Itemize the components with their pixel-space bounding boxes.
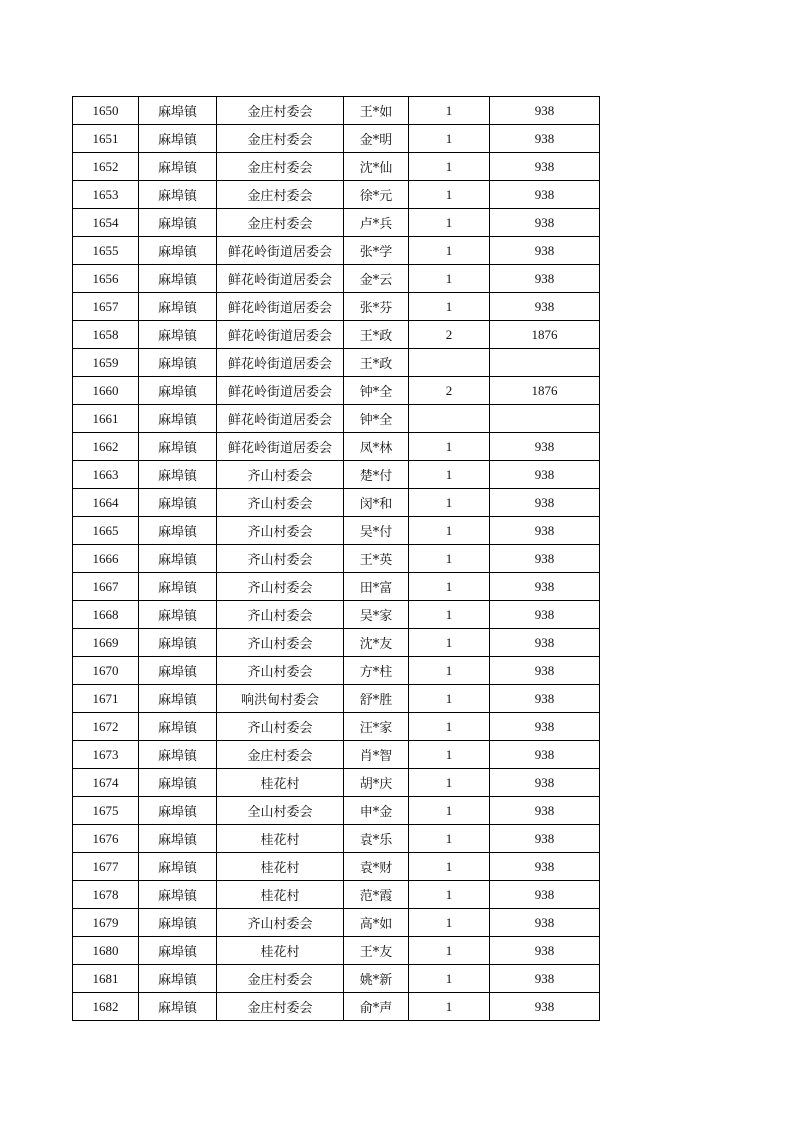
amount-cell [490,349,600,377]
person-name-cell: 金*云 [344,265,409,293]
count-cell: 1 [409,713,490,741]
person-name-cell: 沈*仙 [344,153,409,181]
row-number-cell: 1676 [73,825,139,853]
village-cell: 金庄村委会 [217,97,344,125]
person-name-cell: 沈*友 [344,629,409,657]
amount-cell: 938 [490,853,600,881]
row-number-cell: 1663 [73,461,139,489]
person-name-cell: 凤*林 [344,433,409,461]
town-cell: 麻埠镇 [139,377,217,405]
count-cell: 1 [409,517,490,545]
town-cell: 麻埠镇 [139,909,217,937]
person-name-cell: 吴*付 [344,517,409,545]
amount-cell: 938 [490,601,600,629]
count-cell: 1 [409,461,490,489]
village-cell: 齐山村委会 [217,657,344,685]
town-cell: 麻埠镇 [139,797,217,825]
row-number-cell: 1668 [73,601,139,629]
village-cell: 桂花村 [217,937,344,965]
person-name-cell: 肖*智 [344,741,409,769]
village-cell: 鲜花岭街道居委会 [217,237,344,265]
town-cell: 麻埠镇 [139,741,217,769]
row-number-cell: 1651 [73,125,139,153]
table-row [73,881,600,909]
table-row [73,965,600,993]
amount-cell: 938 [490,993,600,1021]
count-cell: 1 [409,965,490,993]
village-cell: 响洪甸村委会 [217,685,344,713]
amount-cell: 938 [490,965,600,993]
count-cell: 1 [409,825,490,853]
amount-cell: 938 [490,293,600,321]
table-row [73,153,600,181]
town-cell: 麻埠镇 [139,181,217,209]
village-cell: 齐山村委会 [217,489,344,517]
village-cell: 金庄村委会 [217,993,344,1021]
row-number-cell: 1660 [73,377,139,405]
village-cell: 齐山村委会 [217,461,344,489]
table-row [73,237,600,265]
count-cell [409,349,490,377]
town-cell: 麻埠镇 [139,97,217,125]
person-name-cell: 姚*新 [344,965,409,993]
row-number-cell: 1675 [73,797,139,825]
table-row [73,349,600,377]
person-name-cell: 张*芬 [344,293,409,321]
village-cell: 齐山村委会 [217,517,344,545]
table-row [73,909,600,937]
amount-cell: 938 [490,713,600,741]
row-number-cell: 1669 [73,629,139,657]
amount-cell: 938 [490,153,600,181]
row-number-cell: 1673 [73,741,139,769]
town-cell: 麻埠镇 [139,517,217,545]
amount-cell: 938 [490,881,600,909]
village-cell: 金庄村委会 [217,209,344,237]
table-row [73,321,600,349]
table-row [73,769,600,797]
village-cell: 金庄村委会 [217,181,344,209]
village-cell: 齐山村委会 [217,545,344,573]
town-cell: 麻埠镇 [139,825,217,853]
town-cell: 麻埠镇 [139,601,217,629]
person-name-cell: 王*政 [344,321,409,349]
village-cell: 全山村委会 [217,797,344,825]
town-cell: 麻埠镇 [139,265,217,293]
count-cell: 1 [409,293,490,321]
row-number-cell: 1681 [73,965,139,993]
amount-cell: 938 [490,97,600,125]
village-cell: 鲜花岭街道居委会 [217,265,344,293]
table-row [73,573,600,601]
data-table [72,96,600,1021]
table-row [73,601,600,629]
person-name-cell: 钟*全 [344,377,409,405]
village-cell: 齐山村委会 [217,909,344,937]
town-cell: 麻埠镇 [139,993,217,1021]
count-cell: 1 [409,769,490,797]
village-cell: 桂花村 [217,769,344,797]
count-cell: 1 [409,993,490,1021]
village-cell: 齐山村委会 [217,573,344,601]
count-cell: 1 [409,909,490,937]
count-cell: 1 [409,685,490,713]
count-cell: 1 [409,125,490,153]
table-row [73,937,600,965]
row-number-cell: 1670 [73,657,139,685]
count-cell: 1 [409,601,490,629]
count-cell: 1 [409,797,490,825]
count-cell: 1 [409,545,490,573]
village-cell: 桂花村 [217,881,344,909]
table-row [73,993,600,1021]
village-cell: 鲜花岭街道居委会 [217,321,344,349]
row-number-cell: 1682 [73,993,139,1021]
town-cell: 麻埠镇 [139,769,217,797]
table-row [73,545,600,573]
person-name-cell: 申*金 [344,797,409,825]
person-name-cell: 田*富 [344,573,409,601]
table-row [73,97,600,125]
row-number-cell: 1672 [73,713,139,741]
table-row [73,293,600,321]
village-cell: 桂花村 [217,825,344,853]
table-row [73,825,600,853]
count-cell: 1 [409,741,490,769]
person-name-cell: 钟*全 [344,405,409,433]
row-number-cell: 1665 [73,517,139,545]
village-cell: 金庄村委会 [217,153,344,181]
town-cell: 麻埠镇 [139,573,217,601]
person-name-cell: 范*霞 [344,881,409,909]
row-number-cell: 1680 [73,937,139,965]
person-name-cell: 卢*兵 [344,209,409,237]
table-body [73,97,600,1021]
town-cell: 麻埠镇 [139,321,217,349]
table-row [73,125,600,153]
row-number-cell: 1667 [73,573,139,601]
amount-cell: 1876 [490,321,600,349]
village-cell: 鲜花岭街道居委会 [217,405,344,433]
row-number-cell: 1656 [73,265,139,293]
town-cell: 麻埠镇 [139,685,217,713]
person-name-cell: 王*如 [344,97,409,125]
count-cell: 1 [409,433,490,461]
amount-cell: 938 [490,237,600,265]
amount-cell: 938 [490,797,600,825]
town-cell: 麻埠镇 [139,853,217,881]
town-cell: 麻埠镇 [139,293,217,321]
town-cell: 麻埠镇 [139,125,217,153]
row-number-cell: 1661 [73,405,139,433]
person-name-cell: 王*英 [344,545,409,573]
count-cell: 1 [409,937,490,965]
row-number-cell: 1671 [73,685,139,713]
village-cell: 金庄村委会 [217,741,344,769]
person-name-cell: 汪*家 [344,713,409,741]
person-name-cell: 闵*和 [344,489,409,517]
count-cell: 2 [409,321,490,349]
count-cell: 1 [409,657,490,685]
town-cell: 麻埠镇 [139,629,217,657]
town-cell: 麻埠镇 [139,937,217,965]
town-cell: 麻埠镇 [139,713,217,741]
table-row [73,657,600,685]
amount-cell: 938 [490,545,600,573]
row-number-cell: 1650 [73,97,139,125]
town-cell: 麻埠镇 [139,881,217,909]
row-number-cell: 1662 [73,433,139,461]
person-name-cell: 胡*庆 [344,769,409,797]
person-name-cell: 王*政 [344,349,409,377]
count-cell: 1 [409,489,490,517]
amount-cell: 938 [490,909,600,937]
person-name-cell: 方*柱 [344,657,409,685]
amount-cell: 938 [490,825,600,853]
amount-cell: 938 [490,181,600,209]
person-name-cell: 张*学 [344,237,409,265]
row-number-cell: 1674 [73,769,139,797]
town-cell: 麻埠镇 [139,433,217,461]
amount-cell: 938 [490,937,600,965]
village-cell: 齐山村委会 [217,601,344,629]
row-number-cell: 1652 [73,153,139,181]
amount-cell: 938 [490,489,600,517]
town-cell: 麻埠镇 [139,965,217,993]
count-cell: 1 [409,853,490,881]
village-cell: 齐山村委会 [217,629,344,657]
table-row [73,713,600,741]
amount-cell: 938 [490,209,600,237]
person-name-cell: 楚*付 [344,461,409,489]
table-row [73,209,600,237]
table-row [73,489,600,517]
village-cell: 金庄村委会 [217,965,344,993]
amount-cell: 938 [490,685,600,713]
town-cell: 麻埠镇 [139,461,217,489]
count-cell: 1 [409,153,490,181]
amount-cell: 938 [490,769,600,797]
village-cell: 桂花村 [217,853,344,881]
count-cell: 2 [409,377,490,405]
table-row [73,853,600,881]
count-cell [409,405,490,433]
count-cell: 1 [409,181,490,209]
person-name-cell: 徐*元 [344,181,409,209]
table-row [73,265,600,293]
person-name-cell: 舒*胜 [344,685,409,713]
person-name-cell: 高*如 [344,909,409,937]
person-name-cell: 王*友 [344,937,409,965]
table-row [73,377,600,405]
row-number-cell: 1657 [73,293,139,321]
village-cell: 齐山村委会 [217,713,344,741]
amount-cell: 1876 [490,377,600,405]
table-row [73,433,600,461]
town-cell: 麻埠镇 [139,349,217,377]
person-name-cell: 袁*乐 [344,825,409,853]
village-cell: 鲜花岭街道居委会 [217,433,344,461]
count-cell: 1 [409,573,490,601]
amount-cell: 938 [490,573,600,601]
table-row [73,461,600,489]
row-number-cell: 1653 [73,181,139,209]
town-cell: 麻埠镇 [139,153,217,181]
amount-cell: 938 [490,265,600,293]
person-name-cell: 俞*声 [344,993,409,1021]
town-cell: 麻埠镇 [139,237,217,265]
amount-cell: 938 [490,433,600,461]
row-number-cell: 1659 [73,349,139,377]
village-cell: 鲜花岭街道居委会 [217,293,344,321]
count-cell: 1 [409,237,490,265]
table-row [73,405,600,433]
town-cell: 麻埠镇 [139,405,217,433]
town-cell: 麻埠镇 [139,545,217,573]
count-cell: 1 [409,209,490,237]
table-row [73,517,600,545]
amount-cell: 938 [490,125,600,153]
row-number-cell: 1654 [73,209,139,237]
row-number-cell: 1658 [73,321,139,349]
amount-cell: 938 [490,657,600,685]
town-cell: 麻埠镇 [139,209,217,237]
row-number-cell: 1664 [73,489,139,517]
row-number-cell: 1678 [73,881,139,909]
town-cell: 麻埠镇 [139,489,217,517]
row-number-cell: 1679 [73,909,139,937]
table-row [73,741,600,769]
table-row [73,797,600,825]
count-cell: 1 [409,629,490,657]
amount-cell: 938 [490,517,600,545]
amount-cell: 938 [490,461,600,489]
table-row [73,685,600,713]
person-name-cell: 吴*家 [344,601,409,629]
row-number-cell: 1666 [73,545,139,573]
amount-cell: 938 [490,629,600,657]
village-cell: 鲜花岭街道居委会 [217,349,344,377]
count-cell: 1 [409,97,490,125]
amount-cell [490,405,600,433]
count-cell: 1 [409,265,490,293]
village-cell: 金庄村委会 [217,125,344,153]
town-cell: 麻埠镇 [139,657,217,685]
person-name-cell: 袁*财 [344,853,409,881]
count-cell: 1 [409,881,490,909]
table-row [73,181,600,209]
row-number-cell: 1655 [73,237,139,265]
amount-cell: 938 [490,741,600,769]
row-number-cell: 1677 [73,853,139,881]
village-cell: 鲜花岭街道居委会 [217,377,344,405]
person-name-cell: 金*明 [344,125,409,153]
table-row [73,629,600,657]
